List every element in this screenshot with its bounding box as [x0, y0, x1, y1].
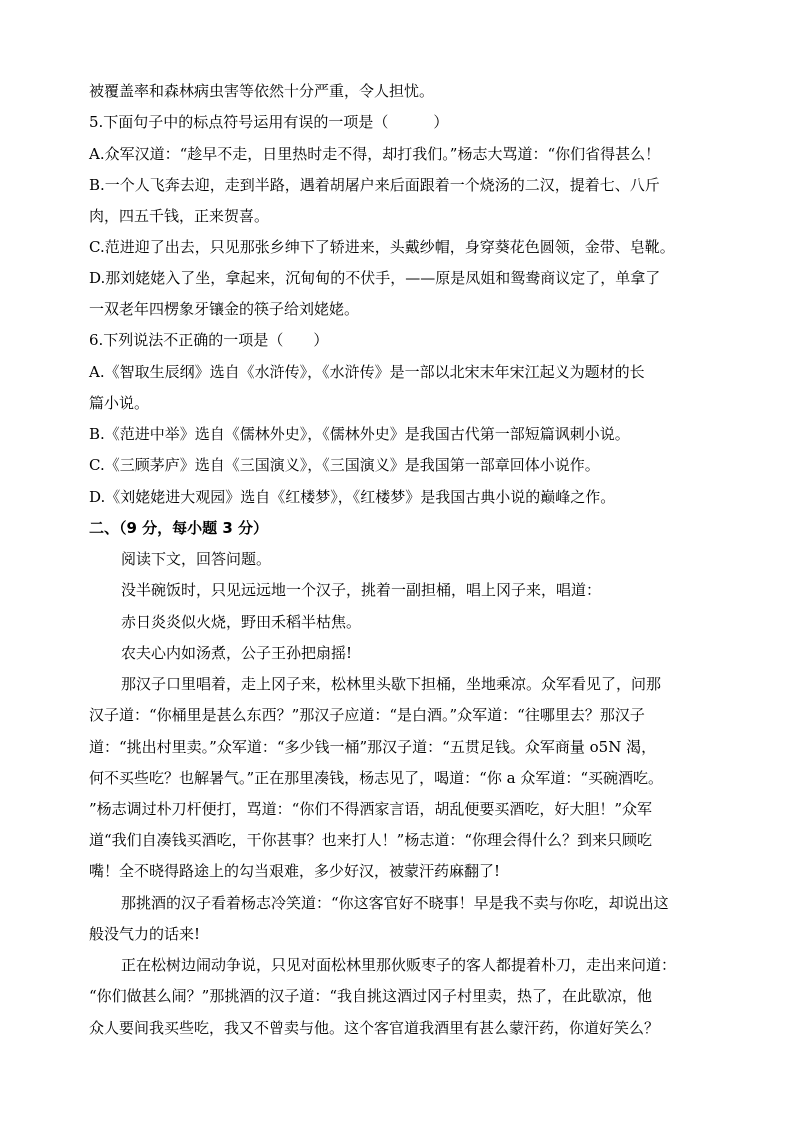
passage-line: ”杨志调过朴刀杆便打，骂道：“你们不得洒家言语，胡乱便要买酒吃，好大胆！”众军: [89, 800, 653, 818]
question-6-option-a-cont: 篇小说。: [89, 394, 150, 412]
poem-line-1: 赤日炎炎似火烧，野田禾稻半枯焦。: [121, 613, 362, 631]
question-5-option-b-cont: 肉，四五千钱，正来贺喜。: [89, 207, 270, 225]
passage-line: 嘴！全不晓得路途上的勾当艰难，多少好汉，被蒙汗药麻翻了!: [89, 862, 501, 880]
passage-line: 众人要间我买些吃，我又不曾卖与他。这个客官道我酒里有甚么蒙汗药，你道好笑么？: [89, 1019, 660, 1037]
question-5-option-d: D.那刘姥姥入了坐，拿起来，沉甸甸的不伏手，——原是凤姐和鸳鸯商议定了，单拿了: [89, 269, 661, 287]
passage-line: 那汉子口里唱着，走上冈子来，松林里头歇下担桶，坐地乘凉。众军看见了，问那: [121, 675, 662, 693]
passage-line: 道“我们自凑钱买酒吃，干你甚事？也来打人！”杨志道：“你理会得什么？到来只顾吃: [89, 831, 653, 849]
section-2-heading: 二、（9 分，每小题 3 分）: [89, 519, 269, 537]
passage-line: “你们做甚么闹？”那挑酒的汉子道：“我自挑这酒过冈子村里卖，热了，在此歇凉，他: [89, 987, 653, 1005]
question-6-option-c: C.《三顾茅庐》选自《三国演义》，《三国演义》是我国第一部章回体小说作。: [89, 456, 600, 474]
question-5-option-a: A.众军汉道：“趁早不走，日里热时走不得，却打我们。”杨志大骂道：“你们省得甚么！: [89, 145, 661, 163]
passage-line: 汉子道：“你桶里是甚么东西？”那汉子应道：“是白酒。”众军道：“往哪里去？那汉子: [89, 706, 645, 724]
passage-line: 道：“挑出村里卖。”众军道：“多少钱一桶”那汉子道：“五贯足钱。众军商量 o5N 渴，: [89, 738, 657, 756]
question-5-option-c: C.范进迎了出去，只见那张乡绅下了轿进来，头戴纱帽，身穿葵花色圆领，金带、皂靴。: [89, 238, 675, 256]
passage-line: 何不买些吃？也解暑气。”正在那里凑钱，杨志见了，喝道：“你 a 众军道：“买碗酒吃。: [89, 769, 663, 787]
question-6-option-a: A.《智取生辰纲》选自《水浒传》，《水浒传》是一部以北宋末年宋江起义为题材的长: [89, 363, 645, 381]
question-6-option-d: D.《刘姥姥进大观园》选自《红楼梦》，《红楼梦》是我国古典小说的巅峰之作。: [89, 488, 616, 506]
poem-line-2: 农夫心内如汤煮，公子王孙把扇摇!: [121, 644, 353, 662]
question-6-stem: 6.下列说法不正确的一项是（ ）: [89, 331, 329, 349]
passage-line: 般没气力的话来!: [89, 925, 201, 943]
question-5-option-b: B.一个人飞奔去迎，走到半路，遇着胡屠户来后面跟着一个烧汤的二汉，提着七、八斤: [89, 176, 660, 194]
question-5-option-d-cont: 一双老年四楞象牙镶金的筷子给刘姥姥。: [89, 300, 360, 318]
reading-instruction: 阅读下文，回答问题。: [121, 550, 272, 568]
question-5-stem: 5.下面句子中的标点符号运用有误的一项是（ ）: [89, 113, 449, 131]
passage-line: 没半碗饭时，只见远远地一个汉子，挑着一副担桶，唱上冈子来，唱道：: [121, 581, 602, 599]
passage-line: 那挑酒的汉子看着杨志冷笑道：“你这客官好不晓事！早是我不卖与你吃，却说出这: [121, 894, 669, 912]
passage-line: 正在松树边闹动争说，只见对面松林里那伙贩枣子的客人都提着朴刀，走出来问道：: [121, 956, 677, 974]
text-line: 被覆盖率和森林病虫害等依然十分严重，令人担忧。: [89, 82, 435, 100]
question-6-option-b: B.《范进中举》选自《儒林外史》，《儒林外史》是我国古代第一部短篇讽刺小说。: [89, 425, 630, 443]
